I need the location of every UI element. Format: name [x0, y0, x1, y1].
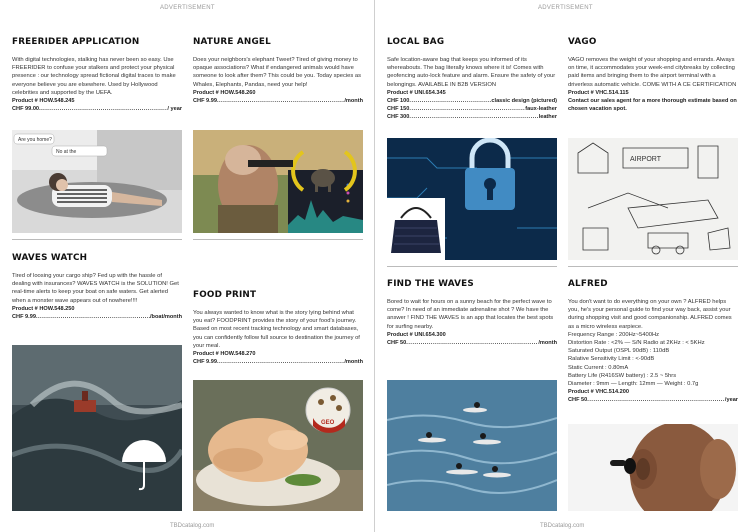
advertisement-label: ADVERTISEMENT	[160, 5, 215, 11]
vago-description: VAGO removes the weight of your shopping and errands. Always on time, it accommodates your week-end citybreaks by collecting paid items and bringing them to the airport terminal with a driverless automatic vehicle. COME WITH A CE CERTIFICATION	[568, 57, 737, 88]
divider	[568, 266, 738, 267]
footer-url: TBDcatalog.com	[540, 523, 585, 529]
local-bag-price-3: CHF 300 ..... leather	[387, 113, 557, 121]
nature-angel-product-code: Product # HOW.548.260	[193, 89, 256, 96]
find-the-waves-photo	[387, 380, 557, 511]
local-bag-description: Safe location-aware bag that keeps you informed of its whereabouts. The bag literally knows where it is! Comes with geofencing auto-lock feature and alarm. Ensure the safety of your belongings. AVAILABLE IN B2B VERSION	[387, 57, 556, 88]
nature-angel-price: CHF 9.99 ..... /month	[193, 97, 363, 105]
divider	[193, 239, 363, 240]
freerider-price: CHF 99.00 ..... / year	[12, 105, 182, 113]
vago-sketch	[568, 138, 738, 260]
local-bag-price-1: CHF 100 ..... classic design (pictured)	[387, 97, 557, 105]
local-bag-price-2: CHF 150 ..... faux-leather	[387, 105, 557, 113]
find-the-waves-section	[387, 279, 557, 347]
vago-contact-note: Contact our sales agent for a more thorough estimate based on chosen vacation spot.	[568, 97, 737, 112]
divider	[387, 266, 557, 267]
alfred-spec: Diameter : 9mm — Length: 12mm — Weight : 0.7g	[568, 381, 699, 388]
nature-angel-title: NATURE ANGEL	[193, 37, 271, 47]
geo-badge-text: GEO	[321, 420, 335, 426]
nature-angel-section	[193, 37, 363, 105]
alfred-photo	[568, 424, 738, 511]
alfred-spec: Distortion Rate : <2% — S/N Radio at 2KHz : < 5KHz	[568, 340, 705, 347]
food-print-section	[193, 290, 363, 366]
freerider-product-code: Product # HOW.548.245	[12, 98, 75, 105]
alfred-spec: Frequency Range : 200Hz~5400Hz	[568, 331, 660, 338]
food-print-product-code: Product # HOW.548.270	[193, 351, 256, 358]
alfred-product-code: Product # VHC.514.200	[568, 389, 629, 396]
freerider-title: FREERIDER APPLICATION	[12, 37, 140, 47]
vago-title: VAGO	[568, 37, 597, 47]
advertisement-label: ADVERTISEMENT	[538, 5, 593, 11]
freerider-description: With digital technologies, stalking has never been so easy. Use FREERIDER to confuse your stalkers and protect your physical presence : our technology spread fictional digital traces to make everyone believe you are elsewhere. Used by Hollywood celebrities and supported by the UEFA.	[12, 57, 176, 96]
food-print-description: You always wanted to know what is the story lying behind what you eat? FOODPRINT provides the story of your food's journey. Based on most recent tracking technology and smart databases, you can confidently follow full source to destination the journey of your meal.	[193, 310, 360, 349]
local-bag-title: LOCAL BAG	[387, 37, 445, 47]
find-the-waves-description: Bored to wait for hours on a sunny beach for the perfect wave to come? In need of an immediate adrenaline shot ? We have the answer ! FIND THE WAVES is an app that locates the best spots for surfing nearby.	[387, 299, 554, 330]
waves-watch-title: WAVES WATCH	[12, 253, 88, 263]
food-print-price: CHF 9.99 ..... /month	[193, 358, 363, 366]
freerider-photo	[12, 130, 182, 233]
find-the-waves-price: CHF 50 ..... /month	[387, 339, 557, 347]
find-the-waves-title: FIND THE WAVES	[387, 279, 474, 289]
vago-product-code: Product # VHC.514.115	[568, 89, 629, 96]
chat-bubble-1: Are you home?	[18, 137, 52, 143]
alfred-spec: Ralative Sensitivity Limit : <-90dB	[568, 356, 655, 363]
alfred-price: CHF 50 ..... /year	[568, 396, 738, 404]
nature-angel-description: Does your neighbors's elephant Tweet? Tired of giving money to opaque associations? What if endangered animals would have someone to look after them? This could be you. Today species as Whales, Elephants, Pandas, need your help!	[193, 57, 361, 88]
waves-watch-product-code: Product # HOW.548.250	[12, 305, 75, 312]
alfred-spec: Battery Life (R416SW battery) : 2.5 ~ 5hrs	[568, 372, 677, 379]
alfred-spec: Saturated Output (OSPL 90dB) : 110dB	[568, 348, 670, 355]
waves-watch-photo	[12, 345, 182, 511]
alfred-spec: Static Current : 0.80mA	[568, 364, 629, 371]
divider	[12, 239, 182, 240]
local-bag-photo	[387, 138, 557, 260]
waves-watch-description: Tired of loosing your cargo ship? Fed up with the hassle of dealing with insurances? WAVES WATCH is the SOLUTION! Get real-time alerts to keep your boat on safe waters. Get alerted when a monster wave appears out of nowhere!!!!	[12, 273, 179, 304]
chat-bubble-2: No at the	[56, 149, 77, 155]
waves-watch-section	[12, 253, 182, 321]
food-print-title: FOOD PRINT	[193, 290, 257, 300]
waves-watch-price: CHF 9.99 ..... /boat/month	[12, 313, 182, 321]
food-print-photo	[193, 380, 363, 511]
alfred-section	[568, 279, 738, 404]
alfred-title: ALFRED	[568, 279, 608, 289]
alfred-description: You don't want to do everything on your own ? ALFRED helps you, he's your personal guide to find your way back, assist your during shopping visit and good companionship. ALFRED comes as a micro wireless earpiece. Frequency Range : 200Hz~5400Hz Distortion Rate : <2% — S/N Radio at 2KHz : < 5KHz Saturated Output (OSPL 90dB) : 110dB Ralative Sensitivity Limit : <-90dB Static Current : 0.80mA Battery Life (R416SW battery) : 2.5 ~ 5hrs Diameter : 9mm — Length: 12mm — Weight : 0.7g	[568, 298, 738, 388]
local-bag-section	[387, 37, 557, 121]
vago-section	[568, 37, 738, 113]
right-page	[375, 0, 750, 532]
sketch-airport-label: AIRPORT	[630, 156, 661, 163]
find-the-waves-product-code: Product # UNI.654.300	[387, 331, 446, 338]
freerider-section	[12, 37, 182, 113]
local-bag-product-code: Product # UNI.654.345	[387, 89, 446, 96]
footer-url: TBDcatalog.com	[170, 523, 215, 529]
nature-angel-photo	[193, 130, 363, 233]
